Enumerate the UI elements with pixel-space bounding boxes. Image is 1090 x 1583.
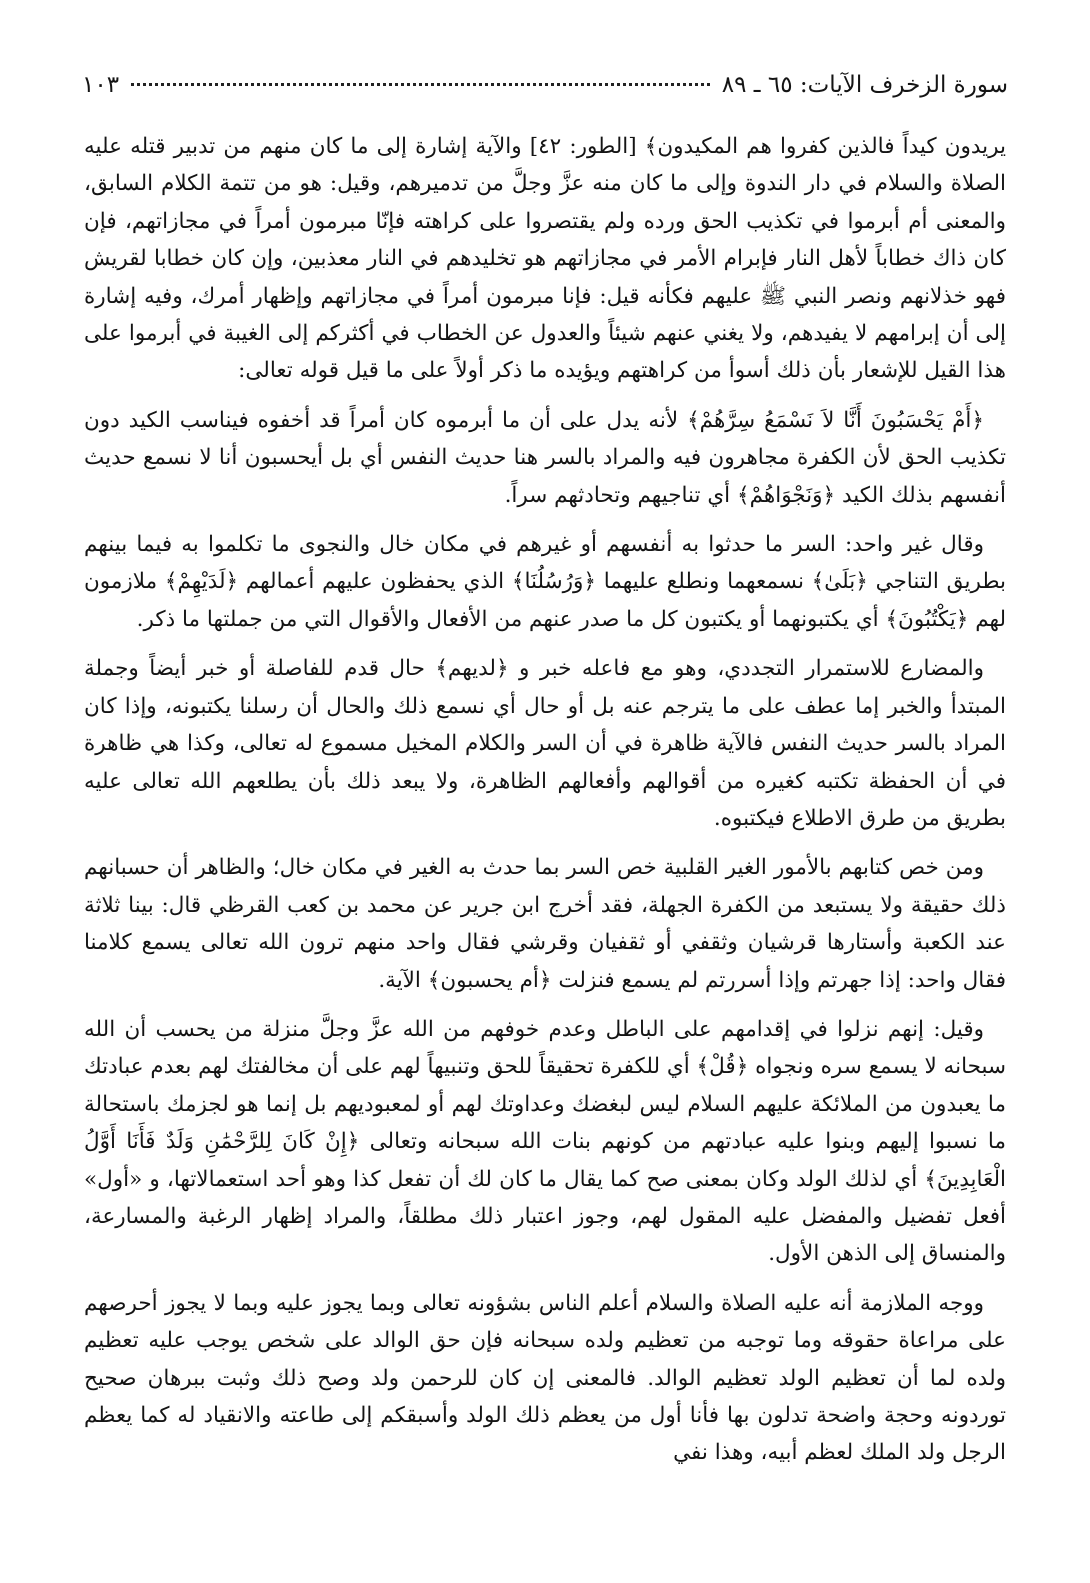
paragraph: يريدون كيداً فالذين كفروا هم المكيدون﴾ [الطور: ٤٢] والآية إشارة إلى ما كان منهم من تدبير قتله عليه الصلاة والسلام في دار الندوة وإلى ما كان منه عزَّ وجلَّ من تدميرهم، وقيل: هو من تتمة الكلام السابق، والمعنى أم أبرموا في تكذيب الحق ورده ولم يقتصروا على كراهته فإنّا مبرمون أمراً في مجازاتهم، فإن كان ذاك خطاباً لأهل النار فإبرام الأمر في مجازاتهم هو تخليدهم في النار معذبين، وإن كان خطابا لقريش فهو خذلانهم ونصر النبي ﷺ عليهم فكأنه قيل: فإنا مبرمون أمراً في مجازاتهم وإظهار أمرك، وفيه إشارة إلى أن إبرامهم لا يفيدهم، ولا يغني عنهم شيئاً والعدول عن الخطاب في أكثركم إلى الغيبة في أبرموا على هذا القيل للإشعار بأن ذلك أسوأ من كراهتهم ويؤيده ما ذكر أولاً على ما قيل قوله تعالى:: [84, 134, 1006, 384]
paragraph: وقيل: إنهم نزلوا في إقدامهم على الباطل وعدم خوفهم من الله عزَّ وجلَّ منزلة من يحسب أن الله سبحانه لا يسمع سره ونجواه ﴿قُلْ﴾ أي للكفرة تحقيقاً للحق وتنبيهاً لهم على أن مخالفتك لهم بعدم عبادتك ما يعبدون من الملائكة عليهم السلام ليس لبغضك وعداوتك لهم أو لمعبوديهم بل إنما هو لجزمك باستحالة ما نسبوا إليهم وبنوا عليه عبادتهم من كونهم بنات الله سبحانه وتعالى ﴿إِنْ كَانَ لِلرَّحْمَٰنِ وَلَدٌ فَأَنَا أَوَّلُ الْعَابِدِينَ﴾ أي لذلك الولد وكان بمعنى صح كما يقال ما كان لك أن تفعل كذا وهو أحد استعمالاتها، و «أول» أفعل تفضيل والمفضل عليه المقول لهم، وجوز اعتبار ذلك مطلقاً، والمراد إظهار الرغبة والمسارعة، والمنساق إلى الذهن الأول.: [84, 1016, 1006, 1267]
page-number: ١٠٣: [82, 72, 120, 98]
paragraph: والمضارع للاستمرار التجددي، وهو مع فاعله خبر و ﴿لديهم﴾ حال قدم للفاصلة أو خبر أيضاً وجملة المبتدأ والخبر إما عطف على ما يترجم عنه بل أو حال أي نسمع ذلك والحال أن رسلنا يكتبونه، وإذا كان المراد بالسر حديث النفس فالآية ظاهرة في أن السر والكلام المخيل مسموع له تعالى، وكذا هي ظاهرة في أن الحفظة تكتبه كغيره من أقوالهم وأفعالهم الظاهرة، ولا يبعد ذلك بأن يطلعهم الله تعالى عليه بطريق من طرق الاطلاع فيكتبوه.: [84, 656, 1006, 831]
running-title: سورة الزخرف الآيات: ٦٥ ـ ٨٩: [721, 72, 1008, 98]
paragraph: ووجه الملازمة أنه عليه الصلاة والسلام أعلم الناس بشؤونه تعالى وبما يجوز عليه وبما لا يجوز أحرصهم على مراعاة حقوقه وما توجبه من تعظيم ولده سبحانه فإن حق الوالد على شخص يوجب عليه تعظيم ولده لما أن تعظيم الولد تعظيم الوالد. فالمعنى إن كان للرحمن ولد وصح ذلك وثبت ببرهان صحيح توردونه وحجة واضحة تدلون بها فأنا أول من يعظم ذلك الولد وأسبقكم إلى طاعته والانقياد له كما يعظم الرجل ولد الملك لعظم أبيه، وهذا نفي: [84, 1290, 1006, 1466]
paragraph: ومن خص كتابهم بالأمور الغير القلبية خص السر بما حدث به الغير في مكان خال؛ والظاهر أن حسبانهم ذلك حقيقة ولا يستبعد من الكفرة الجهلة، فقد أخرج ابن جرير عن محمد بن كعب القرظي قال: بينا ثلاثة عند الكعبة وأستارها قرشيان وثقفي أو ثقفيان وقرشي فقال واحد منهم ترون الله تعالى يسمع كلامنا فقال واحد: إذا جهرتم وإذا أسررتم لم يسمع فنزلت ﴿أم يحسبون﴾ الآية.: [84, 855, 1006, 993]
paragraph: وقال غير واحد: السر ما حدثوا به أنفسهم أو غيرهم في مكان خال والنجوى ما تكلموا به فيما بينهم بطريق التناجي ﴿بَلَىٰ﴾ نسمعهما ونطلع عليهما ﴿وَرُسُلُنَا﴾ الذي يحفظون عليهم أعمالهم ﴿لَدَيْهِمْ﴾ ملازمون لهم ﴿يَكْتُبُونَ﴾ أي يكتبونهما أو يكتبون كل ما صدر عنهم من الأفعال والأقوال التي من جملتها ما ذكر.: [84, 532, 1006, 632]
paragraph: ﴿أَمْ يَحْسَبُونَ أَنَّا لاَ نَسْمَعُ سِرَّهُمْ﴾ لأنه يدل على أن ما أبرموه كان أمراً قد أخفوه فيناسب الكيد دون تكذيب الحق لأن الكفرة مجاهرون فيه والمراد بالسر هنا حديث النفس أي بل أيحسبون أنا لا نسمع حديث أنفسهم بذلك الكيد ﴿وَنَجْوَاهُمْ﴾ أي تناجيهم وتحادثهم سراً.: [84, 407, 1006, 508]
body-text: [84, 128, 1006, 1484]
leader-dots: [131, 83, 710, 86]
running-header: [82, 72, 1008, 106]
